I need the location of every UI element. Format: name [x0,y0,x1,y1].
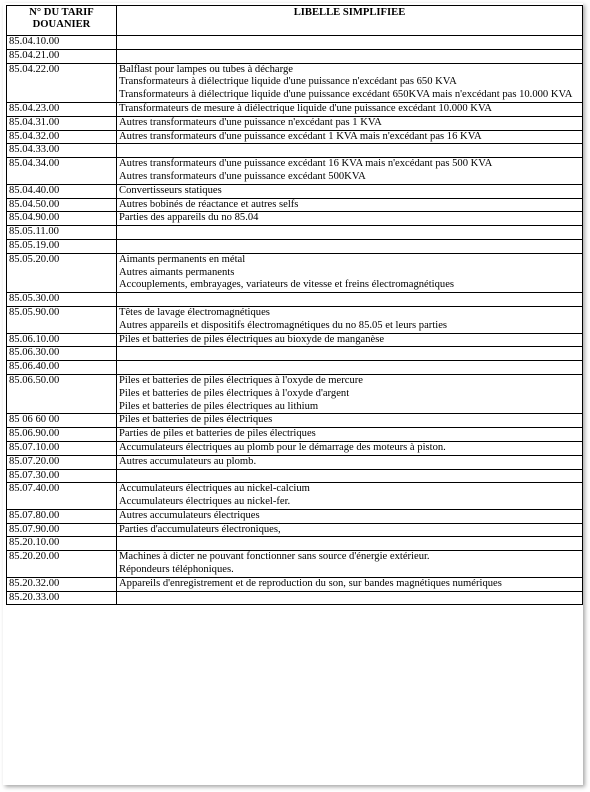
tariff-description [117,509,583,523]
description-line: Autres aimants permanents [119,266,235,278]
description-line: Appareils d'enregistrement et de reproduction du son, sur bandes magnétiques numériques [119,577,502,589]
table-row [7,374,583,413]
description-line: Machines à dicter ne pouvant fonctionner sans source d'énergie extérieur. [119,551,430,563]
tariff-description [117,36,583,50]
description-line: Piles et batteries de piles électriques [119,414,273,426]
table-row [7,483,583,510]
tariff-description [117,441,583,455]
tariff-code: 85.04.23.00 [7,102,117,116]
tariff-description [117,361,583,375]
tariff-description [117,293,583,307]
tariff-code: 85.05.11.00 [7,226,117,240]
table-row [7,49,583,63]
tariff-code: 85.20.20.00 [7,551,117,578]
tariff-description [117,428,583,442]
description-line: Accumulateurs électriques au nickel-calcium [119,483,310,495]
tariff-description [117,455,583,469]
table-row [7,36,583,50]
tariff-code: 85.05.20.00 [7,253,117,292]
description-line: Transformateurs à diélectrique liquide d'une puissance excédant 650KVA mais n'excédant pas 10.000 KVA [119,89,573,101]
table-row [7,212,583,226]
tariff-code: 85.06.30.00 [7,347,117,361]
tariff-code: 85.07.20.00 [7,455,117,469]
table-row [7,184,583,198]
tariff-code: 85.07.10.00 [7,441,117,455]
tariff-code: 85.06.40.00 [7,361,117,375]
tariff-code: 85.04.50.00 [7,198,117,212]
description-line: Balflast pour lampes ou tubes à décharge [119,63,293,75]
description-line: Convertisseurs statiques [119,184,222,196]
tariff-code: 85.04.33.00 [7,144,117,158]
description-line: Autres transformateurs d'une puissance n'excédant pas 1 KVA [119,116,382,128]
description-line: Répondeurs téléphoniques. [119,564,234,576]
table-row [7,509,583,523]
table-row [7,591,583,605]
table-row [7,577,583,591]
description-line: Piles et batteries de piles électriques au lithium [119,400,319,412]
table-row [7,414,583,428]
description-line: Têtes de lavage électromagnétiques [119,306,270,318]
description-line: Piles et batteries de piles électriques à l'oxyde de mercure [119,374,363,386]
table-row [7,469,583,483]
table-row [7,253,583,292]
tariff-description [117,130,583,144]
tariff-description [117,226,583,240]
tariff-description [117,49,583,63]
description-line: Piles et batteries de piles électriques au bioxyde de manganèse [119,333,385,345]
tariff-description [117,212,583,226]
tariff-code: 85.06.50.00 [7,374,117,413]
table-row [7,130,583,144]
tariff-code: 85.04.31.00 [7,116,117,130]
tariff-code: 85.06.10.00 [7,333,117,347]
tariff-code: 85.04.40.00 [7,184,117,198]
table-row [7,102,583,116]
tariff-code: 85.05.19.00 [7,239,117,253]
table-header-row [7,6,583,36]
table-row [7,306,583,333]
tariff-code: 85.07.40.00 [7,483,117,510]
table-row [7,551,583,578]
table-row [7,198,583,212]
tariff-description [117,63,583,102]
tariff-code: 85.20.33.00 [7,591,117,605]
table-row [7,455,583,469]
tariff-description [117,591,583,605]
table-row [7,239,583,253]
tariff-description [117,374,583,413]
tariff-description [117,102,583,116]
description-line: Parties des appareils du no 85.04 [119,212,259,224]
tariff-description [117,483,583,510]
description-line: Autres transformateurs d'une puissance excédant 1 KVA mais n'excédant pas 16 KVA [119,130,482,142]
table-row [7,116,583,130]
description-line: Accouplements, embrayages, variateurs de vitesse et freins électromagnétiques [119,279,455,291]
tariff-code: 85.04.32.00 [7,130,117,144]
header-simplified-label: LIBELLE SIMPLIFIEE [117,6,583,36]
description-line: Accumulateurs électriques au nickel-fer. [119,496,291,508]
tariff-description [117,158,583,185]
tariff-table [6,5,583,605]
description-line: Transformateurs de mesure à diélectrique liquide d'une puissance excédant 10.000 KVA [119,102,492,114]
table-row [7,158,583,185]
description-line: Parties de piles et batteries de piles électriques [119,428,316,440]
tariff-code: 85.05.90.00 [7,306,117,333]
table-row [7,523,583,537]
description-line: Autres appareils et dispositifs électromagnétiques du no 85.05 et leurs parties [119,319,448,331]
tariff-description [117,523,583,537]
tariff-description [117,577,583,591]
table-row [7,441,583,455]
description-line: Autres transformateurs d'une puissance excédant 16 KVA mais n'excédant pas 500 KVA [119,158,493,170]
tariff-code: 85.20.32.00 [7,577,117,591]
description-line: Accumulateurs électriques au plomb pour le démarrage des moteurs à piston. [119,441,446,453]
tariff-code: 85.07.30.00 [7,469,117,483]
tariff-code: 85.04.22.00 [7,63,117,102]
tariff-code: 85.20.10.00 [7,537,117,551]
table-row [7,144,583,158]
table-row [7,293,583,307]
description-line: Aimants permanents en métal [119,253,246,265]
tariff-code: 85.05.30.00 [7,293,117,307]
header-tariff-number: N° DU TARIF DOUANIER [7,6,117,36]
description-line: Autres accumulateurs électriques [119,509,260,521]
tariff-code: 85.04.21.00 [7,49,117,63]
tariff-description [117,537,583,551]
table-row [7,428,583,442]
tariff-description [117,144,583,158]
tariff-description [117,347,583,361]
tariff-description [117,198,583,212]
table-row [7,537,583,551]
tariff-description [117,414,583,428]
tariff-description [117,116,583,130]
tariff-code: 85.04.90.00 [7,212,117,226]
description-line: Autres bobinés de réactance et autres selfs [119,198,299,210]
table-row [7,347,583,361]
table-row [7,333,583,347]
tariff-code: 85.07.90.00 [7,523,117,537]
table-row [7,63,583,102]
tariff-description [117,333,583,347]
tariff-code: 85.04.10.00 [7,36,117,50]
tariff-description [117,184,583,198]
tariff-description [117,239,583,253]
description-line: Transformateurs à diélectrique liquide d'une puissance n'excédant pas 650 KVA [119,76,457,88]
table-row [7,226,583,240]
tariff-code: 85.07.80.00 [7,509,117,523]
description-line: Parties d'accumulateurs électroniques, [119,523,281,535]
tariff-description [117,253,583,292]
tariff-code: 85.04.34.00 [7,158,117,185]
description-line: Autres accumulateurs au plomb. [119,455,257,467]
tariff-code: 85 06 60 00 [7,414,117,428]
tariff-description [117,469,583,483]
description-line: Autres transformateurs d'une puissance excédant 500KVA [119,170,366,182]
table-row [7,361,583,375]
tariff-description [117,551,583,578]
description-line: Piles et batteries de piles électriques à l'oxyde d'argent [119,387,350,399]
tariff-code: 85.06.90.00 [7,428,117,442]
table-body [7,36,583,605]
tariff-description [117,306,583,333]
